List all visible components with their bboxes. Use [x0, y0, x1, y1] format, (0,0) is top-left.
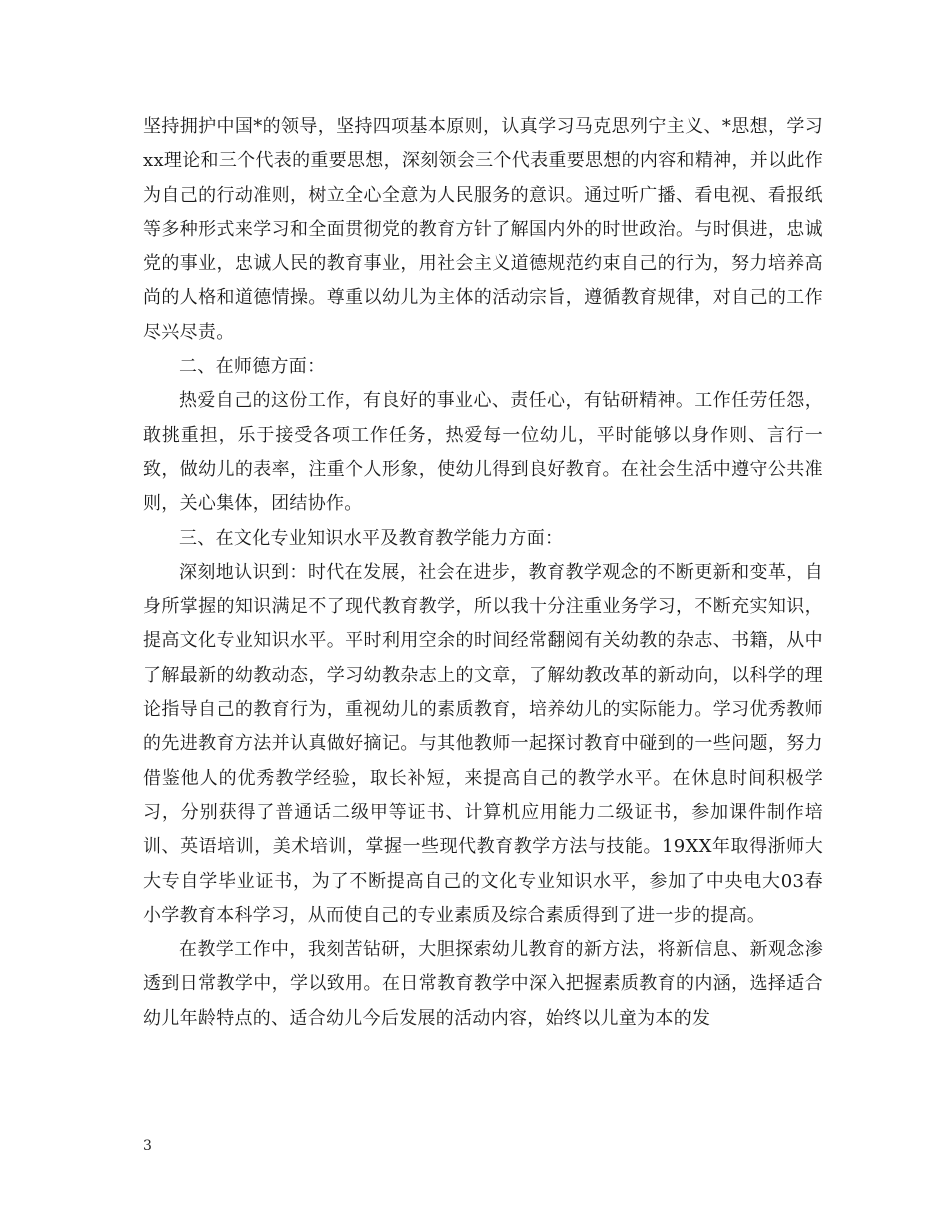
document-body [143, 110, 823, 1036]
page-number: 3 [143, 1138, 152, 1154]
section-heading-teacher-ethics: 二、在师德方面： [179, 356, 326, 378]
paragraph-teacher-ethics: 热爱自己的这份工作，有良好的事业心、责任心，有钻研精神。工作任劳任怨，敢挑重担，乐于接受各项工作任务，热爱每一位幼儿，平时能够以身作则、言行一致，做幼儿的表率，注重个人形象，使幼儿得到良好教育。在社会生活中遵守公共准则，关心集体，团结协作。 [143, 390, 823, 515]
paragraph-political-study: 坚持拥护中国*的领导，坚持四项基本原则，认真学习马克思列宁主义、*思想，学习xx理论和三个代表的重要思想，深刻领会三个代表重要思想的内容和精神，并以此作为自己的行动准则，树立全心全意为人民服务的意识。通过听广播、看电视、看报纸等多种形式来学习和全面贯彻党的教育方针了解国内外的时世政治。与时俱进，忠诚党的事业，忠诚人民的教育事业，用社会主义道德规范约束自己的行为，努力培养高尚的人格和道德情操。尊重以幼儿为主体的活动宗旨，遵循教育规律，对自己的工作尽兴尽责。 [143, 116, 823, 343]
paragraph-teaching-work: 在教学工作中，我刻苦钻研，大胆探索幼儿教育的新方法，将新信息、新观念渗透到日常教学中，学以致用。在日常教育教学中深入把握素质教育的内涵，选择适合幼儿年龄特点的、适合幼儿今后发展的活动内容，始终以儿童为本的发 [143, 939, 823, 1029]
paragraph-professional-knowledge: 深刻地认识到：时代在发展，社会在进步，教育教学观念的不断更新和变革，自身所掌握的知识满足不了现代教育教学，所以我十分注重业务学习，不断充实知识，提高文化专业知识水平。平时利用空余的时间经常翻阅有关幼教的杂志、书籍，从中了解最新的幼教动态，学习幼教杂志上的文章，了解幼教改革的新动向，以科学的理论指导自己的教育行为，重视幼儿的素质教育，培养幼儿的实际能力。学习优秀教师的先进教育方法并认真做好摘记。与其他教师一起探讨教育中碰到的一些问题，努力借鉴他人的优秀教学经验，取长补短，来提高自己的教学水平。在休息时间积极学习，分别获得了普通话二级甲等证书、计算机应用能力二级证书，参加课件制作培训、英语培训，美术培训，掌握一些现代教育教学方法与技能。19XX年取得浙师大大专自学毕业证书，为了不断提高自己的文化专业知识水平，参加了中央电大03春小学教育本科学习，从而使自己的专业素质及综合素质得到了进一步的提高。 [143, 561, 823, 926]
section-heading-professional-knowledge: 三、在文化专业知识水平及教育教学能力方面： [179, 527, 564, 549]
